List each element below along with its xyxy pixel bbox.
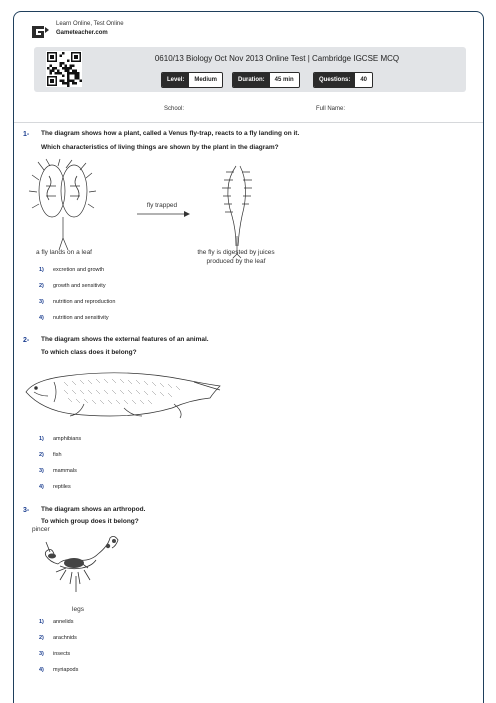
question-line: Which characteristics of living things are shown by the plant in the diagram? — [41, 144, 279, 151]
divider — [14, 122, 483, 123]
question-line: To which group does it belong? — [41, 518, 139, 525]
question-line: To which class does it belong? — [41, 349, 137, 356]
fish-illustration — [24, 364, 224, 424]
venus-flytrap-illustration — [24, 158, 284, 260]
legs-label: legs — [72, 606, 84, 613]
scorpion-diagram — [32, 526, 136, 613]
right-caption-line-1: the fly is digested by juices — [197, 249, 275, 256]
answer-option[interactable]: 1) excretion and growth — [39, 267, 105, 273]
scorpion-illustration — [36, 532, 136, 612]
answer-option[interactable]: 1) annelids — [39, 619, 74, 625]
level-badge — [161, 72, 223, 88]
questions-badge — [313, 72, 373, 88]
level-label: Level: — [162, 73, 189, 87]
arrow-label: fly trapped — [146, 202, 178, 209]
fullname-field-label: Full Name: — [316, 106, 346, 112]
answer-option[interactable]: 2) growth and sensitivity — [39, 283, 106, 289]
answer-option[interactable]: 4) myriapods — [39, 667, 79, 673]
duration-value: 45 min — [270, 73, 299, 87]
answer-option[interactable]: 3) mammals — [39, 468, 77, 474]
duration-badge — [232, 72, 300, 88]
answer-option[interactable]: 2) arachnids — [39, 635, 77, 641]
exam-page — [13, 11, 484, 703]
left-caption: a fly lands on a leaf — [35, 249, 92, 256]
question-number: 2- — [23, 337, 30, 344]
answer-option[interactable]: 3) nutrition and reproduction — [39, 299, 116, 305]
question-line: The diagram shows an arthropod. — [41, 506, 146, 513]
school-field-label: School: — [164, 106, 185, 112]
answer-option[interactable]: 3) insects — [39, 651, 71, 657]
brand-site[interactable]: Gameteacher.com — [56, 30, 108, 36]
fish-diagram — [24, 364, 224, 424]
test-title: 0610/13 Biology Oct Nov 2013 Online Test | Cambridge IGCSE MCQ — [154, 54, 400, 63]
pincer-label: pincer — [32, 526, 50, 533]
test-header — [34, 47, 466, 92]
venus-flytrap-diagram — [24, 158, 284, 260]
question-number: 1- — [23, 131, 30, 138]
gameteacher-logo-icon — [30, 24, 50, 40]
right-caption-line-2: produced by the leaf — [206, 258, 266, 265]
question-number: 3- — [23, 507, 30, 514]
brand-tagline: Learn Online, Test Online — [56, 21, 124, 27]
answer-option[interactable]: 2) fish — [39, 452, 62, 458]
answer-option[interactable]: 4) reptiles — [39, 484, 71, 490]
questions-label: Questions: — [314, 73, 355, 87]
questions-value: 40 — [355, 73, 372, 87]
test-meta — [34, 72, 466, 86]
answer-option[interactable]: 1) amphibians — [39, 436, 82, 442]
duration-label: Duration: — [233, 73, 270, 87]
level-value: Medium — [189, 73, 222, 87]
question-line: The diagram shows how a plant, called a Venus fly-trap, reacts to a fly landing on it. — [41, 130, 300, 137]
answer-option[interactable]: 4) nutrition and sensitivity — [39, 315, 109, 321]
question-line: The diagram shows the external features of an animal. — [41, 336, 209, 343]
